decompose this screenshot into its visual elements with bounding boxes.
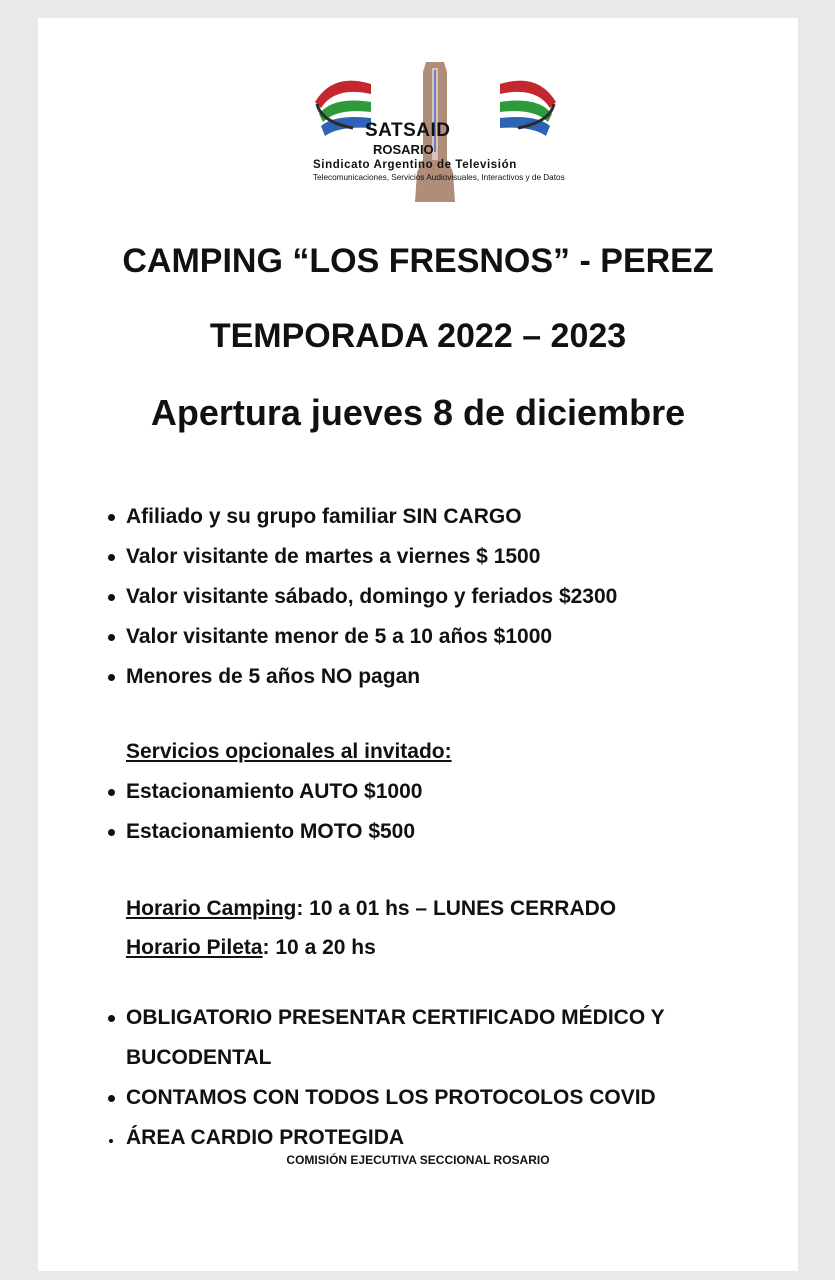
list-item: CONTAMOS CON TODOS LOS PROTOCOLOS COVID — [126, 1078, 665, 1118]
satsaid-logo — [313, 62, 565, 202]
list-item: Valor visitante sábado, domingo y feriados $2300 — [126, 577, 617, 617]
logo-tagline: Telecomunicaciones, Servicios Audiovisuales, Interactivos y de Datos — [313, 173, 565, 182]
camping-schedule — [126, 889, 616, 929]
pool-schedule — [126, 928, 376, 968]
list-item: Estacionamiento AUTO $1000 — [126, 772, 422, 812]
logo-city: ROSARIO — [373, 142, 434, 157]
price-list — [126, 497, 617, 697]
list-item-continuation: BUCODENTAL — [126, 1046, 272, 1069]
notices-list — [126, 998, 665, 1158]
list-item: Valor visitante menor de 5 a 10 años $1000 — [126, 617, 617, 657]
list-item: OBLIGATORIO PRESENTAR CERTIFICADO MÉDICO Y — [126, 998, 665, 1038]
optional-services-heading: Servicios opcionales al invitado: — [126, 740, 452, 763]
list-item: Valor visitante de martes a viernes $ 1500 — [126, 537, 617, 577]
pool-schedule-label: Horario Pileta — [126, 936, 263, 959]
camping-schedule-value: : 10 a 01 hs – LUNES CERRADO — [296, 897, 617, 920]
season-title: TEMPORADA 2022 – 2023 — [209, 317, 627, 355]
optional-services-list — [126, 772, 422, 852]
opening-date: Apertura jueves 8 de diciembre — [150, 392, 686, 433]
document-page — [38, 18, 798, 1271]
list-item: Menores de 5 años NO pagan — [126, 657, 617, 697]
camping-schedule-label: Horario Camping — [126, 897, 297, 920]
logo-subtitle: Sindicato Argentino de Televisión — [313, 159, 517, 171]
page-title: CAMPING “LOS FRESNOS” - PEREZ — [122, 242, 714, 280]
list-item: Afiliado y su grupo familiar SIN CARGO — [126, 497, 617, 537]
footer-signature: COMISIÓN EJECUTIVA SECCIONAL ROSARIO — [286, 1153, 550, 1167]
pool-schedule-value: : 10 a 20 hs — [262, 936, 376, 959]
list-item: Estacionamiento MOTO $500 — [126, 812, 422, 852]
logo-name: SATSAID — [365, 120, 451, 141]
list-item: ÁREA CARDIO PROTEGIDA — [126, 1118, 665, 1158]
